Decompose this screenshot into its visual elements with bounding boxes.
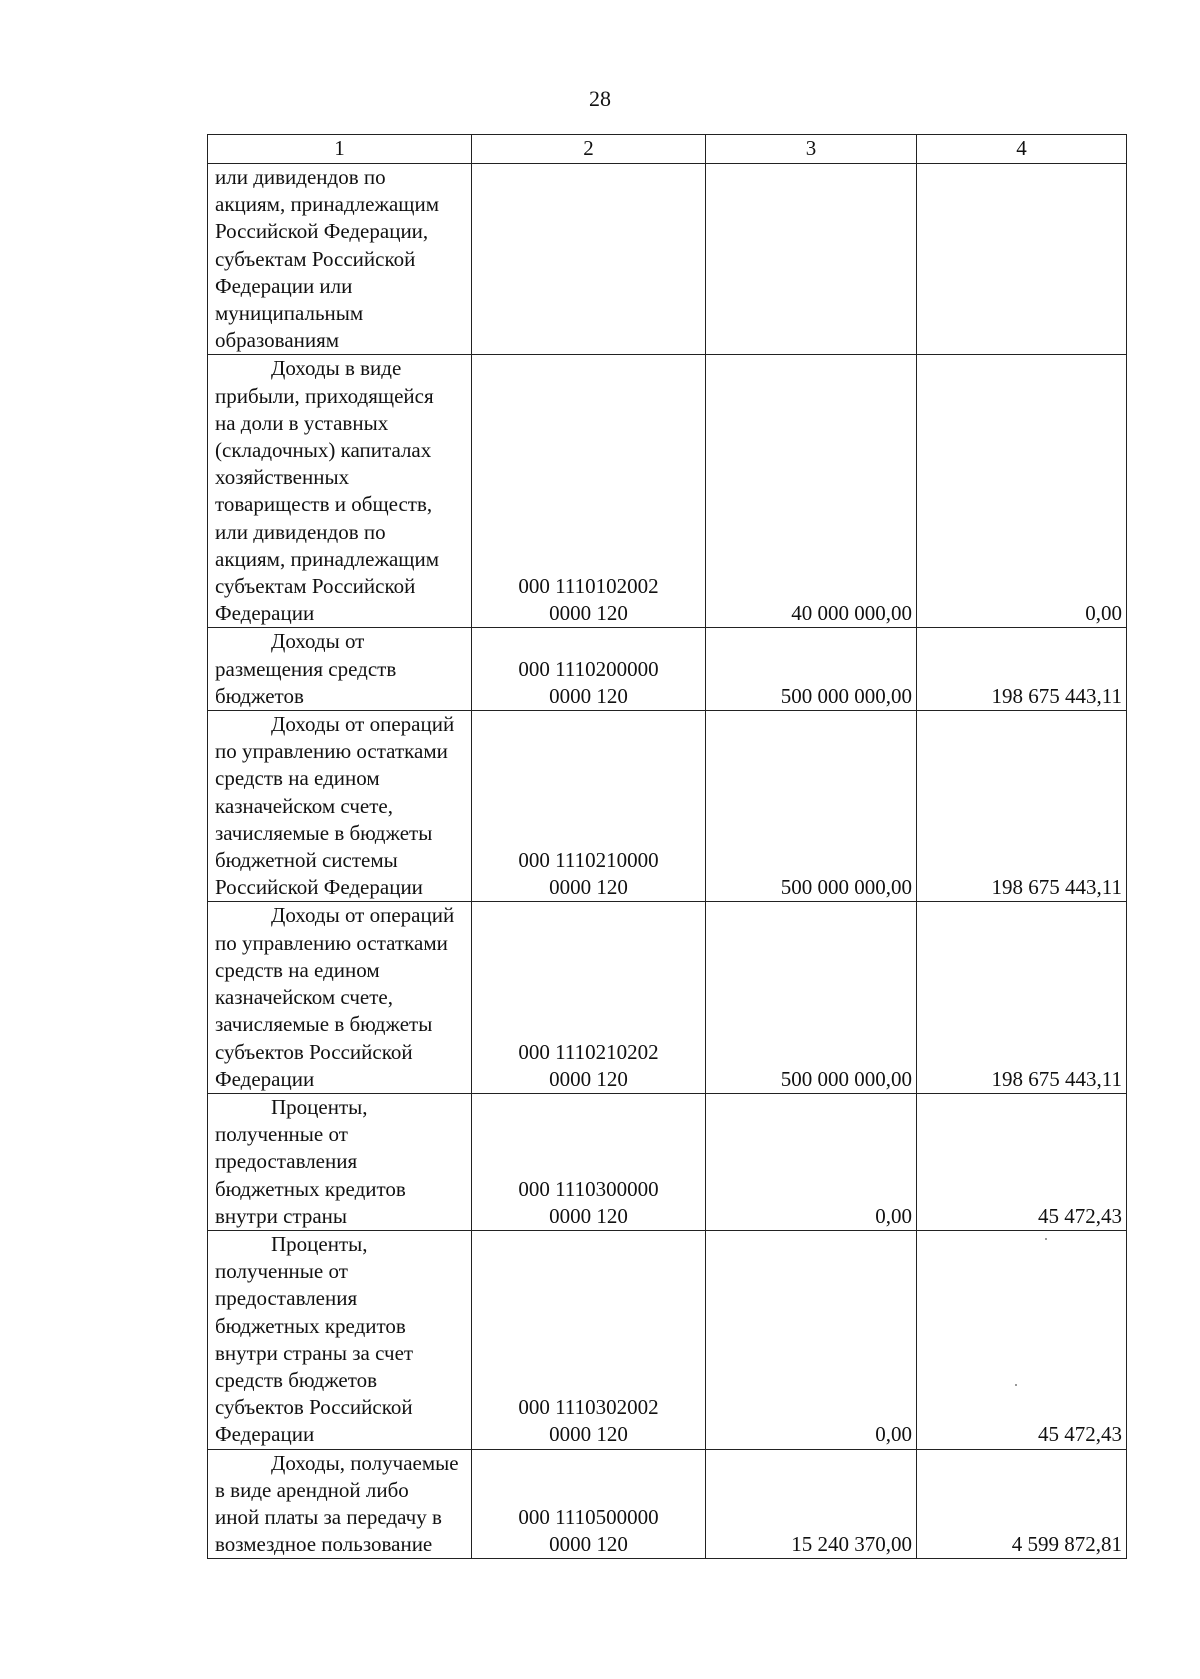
description-line: предоставления: [215, 1286, 358, 1311]
description-line: средств бюджетов: [215, 1367, 378, 1392]
page-number: 28: [589, 86, 611, 111]
description-line: полученные от: [215, 1122, 348, 1147]
column-header-4: 4: [917, 135, 1127, 164]
budget-code-line: 0000 120: [549, 1066, 628, 1091]
description-line: казначейском счете,: [215, 793, 393, 818]
income-description-cell: [208, 1093, 472, 1230]
actual-amount-cell: 45 472,43: [917, 1093, 1127, 1230]
description-line: бюджетной системы: [215, 848, 398, 873]
budget-code-line: 0000 120: [549, 1532, 628, 1557]
budget-code-line: 000 1110200000: [518, 656, 659, 681]
description-line: субъектам Российской: [215, 246, 416, 271]
description-line: прибыли, приходящейся: [215, 383, 434, 408]
table-row: [208, 902, 1127, 1093]
description-line: иной платы за передачу в: [215, 1504, 442, 1529]
description-line: акциям, принадлежащим: [215, 546, 439, 571]
column-header-3: 3: [706, 135, 917, 164]
actual-amount-cell: 198 675 443,11: [917, 711, 1127, 902]
table-row: [208, 1449, 1127, 1559]
planned-amount-cell: 500 000 000,00: [706, 628, 917, 711]
budget-code-line: 0000 120: [549, 875, 628, 900]
description-line: зачисляемые в бюджеты: [215, 1012, 433, 1037]
description-line: Доходы, получаемые: [271, 1450, 459, 1475]
budget-code-cell: [472, 1449, 706, 1559]
budget-code-cell: [472, 164, 706, 355]
income-description-cell: [208, 164, 472, 355]
description-line: Доходы в виде: [271, 356, 402, 381]
description-line: муниципальным: [215, 301, 364, 326]
table-row: [208, 355, 1127, 628]
description-line: Проценты,: [271, 1231, 368, 1256]
description-line: Федерации: [215, 601, 315, 626]
scan-speck: [1045, 1238, 1047, 1240]
actual-amount-cell: 0,00: [917, 355, 1127, 628]
column-header-2: 2: [472, 135, 706, 164]
planned-amount-cell: [706, 164, 917, 355]
description-line: Доходы от операций: [271, 903, 455, 928]
description-line: бюджетов: [215, 683, 304, 708]
description-line: возмездное пользование: [215, 1532, 433, 1557]
budget-code-line: 000 1110302002: [518, 1395, 659, 1420]
table-row: [208, 711, 1127, 902]
description-line: внутри страны: [215, 1203, 347, 1228]
budget-code-line: 0000 120: [549, 1422, 628, 1447]
description-line: акциям, принадлежащим: [215, 192, 439, 217]
description-line: субъектов Российской: [215, 1395, 413, 1420]
description-line: субъектам Российской: [215, 574, 416, 599]
income-description-cell: [208, 711, 472, 902]
planned-amount-cell: 40 000 000,00: [706, 355, 917, 628]
budget-code-cell: [472, 355, 706, 628]
description-line: Российской Федерации: [215, 875, 423, 900]
budget-code-line: 0000 120: [549, 1203, 628, 1228]
description-line: или дивидендов по: [215, 519, 386, 544]
column-header-1: 1: [208, 135, 472, 164]
description-line: по управлению остатками: [215, 930, 448, 955]
table-row: [208, 164, 1127, 355]
planned-amount-cell: 500 000 000,00: [706, 711, 917, 902]
budget-code-cell: [472, 711, 706, 902]
budget-code-line: 000 1110102002: [518, 574, 659, 599]
description-line: субъектов Российской: [215, 1039, 413, 1064]
description-line: внутри страны за счет: [215, 1340, 414, 1365]
planned-amount-cell: 0,00: [706, 1230, 917, 1449]
planned-amount-cell: 500 000 000,00: [706, 902, 917, 1093]
budget-code-line: 000 1110210202: [518, 1039, 659, 1064]
planned-amount-cell: 0,00: [706, 1093, 917, 1230]
income-description-cell: [208, 355, 472, 628]
description-line: Доходы от операций: [271, 712, 455, 737]
actual-amount-cell: 4 599 872,81: [917, 1449, 1127, 1559]
actual-amount-cell: 45 472,43: [917, 1230, 1127, 1449]
budget-code-line: 000 1110210000: [518, 848, 659, 873]
description-line: в виде арендной либо: [215, 1477, 409, 1502]
income-description-cell: [208, 1449, 472, 1559]
scan-speck: [1015, 1384, 1017, 1386]
table-row: [208, 628, 1127, 711]
description-line: Проценты,: [271, 1094, 368, 1119]
budget-code-cell: [472, 1093, 706, 1230]
description-line: зачисляемые в бюджеты: [215, 820, 433, 845]
budget-code-cell: [472, 1230, 706, 1449]
description-line: Федерации: [215, 1422, 315, 1447]
description-line: размещения средств: [215, 656, 397, 681]
description-line: товариществ и обществ,: [215, 492, 433, 517]
description-line: на доли в уставных: [215, 410, 389, 435]
actual-amount-cell: 198 675 443,11: [917, 628, 1127, 711]
description-line: образованиям: [215, 328, 340, 353]
actual-amount-cell: [917, 164, 1127, 355]
planned-amount-cell: 15 240 370,00: [706, 1449, 917, 1559]
description-line: средств на едином: [215, 957, 380, 982]
description-line: Федерации или: [215, 273, 353, 298]
actual-amount-cell: 198 675 443,11: [917, 902, 1127, 1093]
description-line: (складочных) капиталах: [215, 438, 432, 463]
budget-code-line: 000 1110500000: [518, 1504, 659, 1529]
description-line: Федерации: [215, 1066, 315, 1091]
description-line: или дивидендов по: [215, 165, 386, 189]
income-description-cell: [208, 628, 472, 711]
description-line: средств на едином: [215, 766, 380, 791]
description-line: предоставления: [215, 1149, 358, 1174]
budget-code-line: 0000 120: [549, 601, 628, 626]
budget-code-line: 000 1110300000: [518, 1176, 659, 1201]
description-line: хозяйственных: [215, 465, 350, 490]
description-line: бюджетных кредитов: [215, 1313, 406, 1338]
description-line: по управлению остатками: [215, 739, 448, 764]
table-row: [208, 1230, 1127, 1449]
income-description-cell: [208, 1230, 472, 1449]
description-line: Российской Федерации,: [215, 219, 429, 244]
income-description-cell: [208, 902, 472, 1093]
budget-code-cell: [472, 628, 706, 711]
revenue-table: [207, 134, 1127, 1559]
description-line: полученные от: [215, 1259, 348, 1284]
table-header-row: [208, 135, 1127, 164]
description-line: казначейском счете,: [215, 985, 393, 1010]
table-row: [208, 1093, 1127, 1230]
description-line: Доходы от: [271, 629, 365, 654]
budget-code-line: 0000 120: [549, 683, 628, 708]
description-line: бюджетных кредитов: [215, 1176, 406, 1201]
budget-code-cell: [472, 902, 706, 1093]
